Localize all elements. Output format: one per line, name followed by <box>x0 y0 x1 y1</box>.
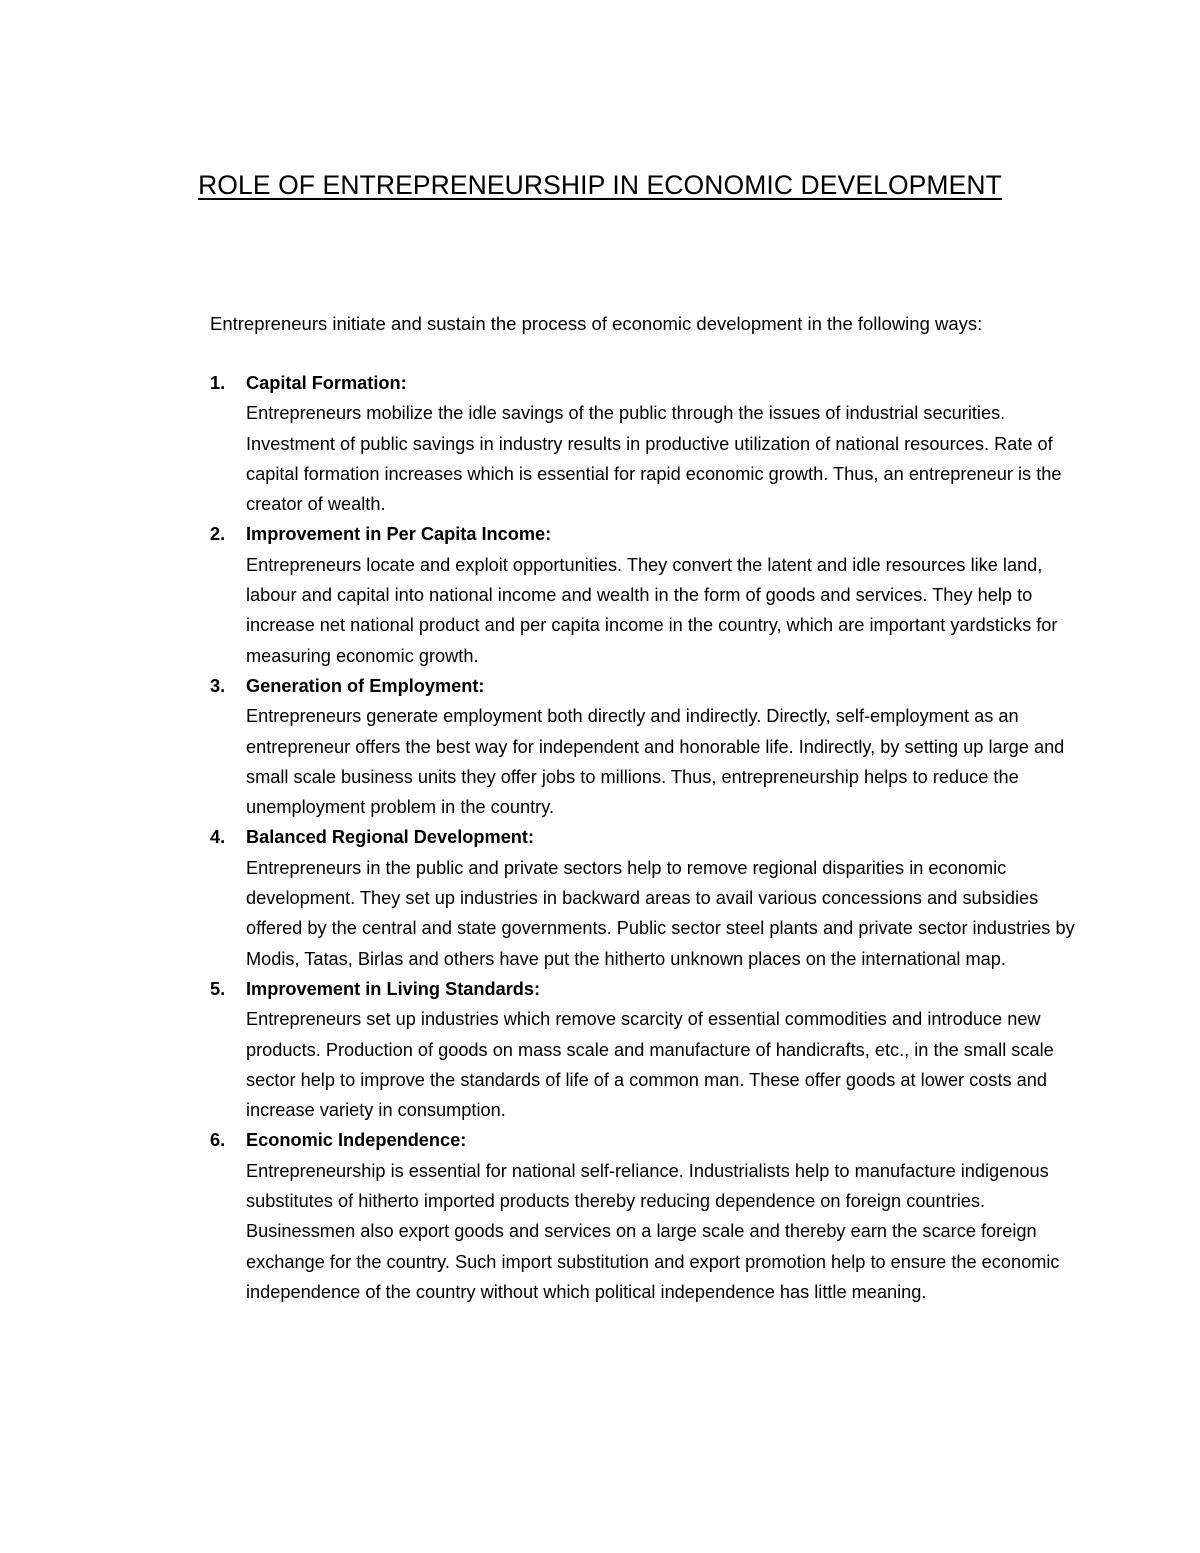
document-title: ROLE OF ENTREPRENEURSHIP IN ECONOMIC DEVELOPMENT <box>198 170 1002 200</box>
list-item-capital-formation <box>210 368 1090 519</box>
list-item-heading: Balanced Regional Development: <box>246 827 535 848</box>
list-item-number: 3. <box>210 675 226 696</box>
list-item-living-standards <box>210 974 1090 1125</box>
list-item-body: Entrepreneurs locate and exploit opportunities. They convert the latent and idle resources like land, labour and capital into national income and wealth in the form of goods and services. They help to increase net national product and per capita income in the country, which are important yardsticks for measuring economic growth. <box>246 554 1058 666</box>
list-item-body: Entrepreneurs generate employment both directly and indirectly. Directly, self-employment as an entrepreneur offers the best way for independent and honorable life. Indirectly, by setting up large and small scale business units they offer jobs to millions. Thus, entrepreneurship helps to reduce the unemployment problem in the country. <box>246 706 1065 818</box>
list-item-employment <box>210 671 1090 822</box>
list-item-heading: Generation of Employment: <box>246 675 485 696</box>
list-item-number: 1. <box>210 373 226 393</box>
list-item-number: 5. <box>210 978 226 999</box>
list-item-body: Entrepreneurs mobilize the idle savings of the public through the issues of industrial securities. Investment of public savings in industry results in productive utilization of national resources. Rate of capital formation increases which is essential for rapid economic growth. Thus, an entrepreneur is the creator of wealth. <box>246 403 1062 515</box>
list-item-heading: Capital Formation: <box>246 373 407 393</box>
list-item-number: 4. <box>210 827 226 848</box>
list-item-body: Entrepreneurs set up industries which remove scarcity of essential commodities and introduce new products. Production of goods on mass scale and manufacture of handicrafts, etc., in the small scale sector help to improve the standards of life of a common man. These offer goods at lower costs and increase variety in consumption. <box>246 1009 1054 1121</box>
list-item-heading: Improvement in Living Standards: <box>246 978 541 999</box>
list-item-per-capita-income <box>210 519 1090 670</box>
list-item-number: 2. <box>210 524 226 545</box>
list-item-number: 6. <box>210 1130 226 1151</box>
list-item-heading: Economic Independence: <box>246 1130 467 1151</box>
ways-list <box>210 368 1090 1307</box>
list-item-heading: Improvement in Per Capita Income: <box>246 524 552 545</box>
list-item-economic-independence <box>210 1125 1090 1307</box>
intro-paragraph: Entrepreneurs initiate and sustain the process of economic development in the following ways: <box>210 313 983 334</box>
list-item-body: Entrepreneurship is essential for national self-reliance. Industrialists help to manufacture indigenous substitutes of hitherto imported products thereby reducing dependence on foreign countries. Businessmen also export goods and services on a large scale and thereby earn the scarce foreign exchange for the country. Such import substitution and export promotion help to ensure the economic independence of the country without which political independence has little meaning. <box>246 1160 1060 1302</box>
list-item-body: Entrepreneurs in the public and private sectors help to remove regional disparities in economic development. They set up industries in backward areas to avail various concessions and subsidies offered by the central and state governments. Public sector steel plants and private sector industries by Modis, Tatas, Birlas and others have put the hitherto unknown places on the international map. <box>246 857 1075 969</box>
list-item-regional-development <box>210 822 1090 973</box>
